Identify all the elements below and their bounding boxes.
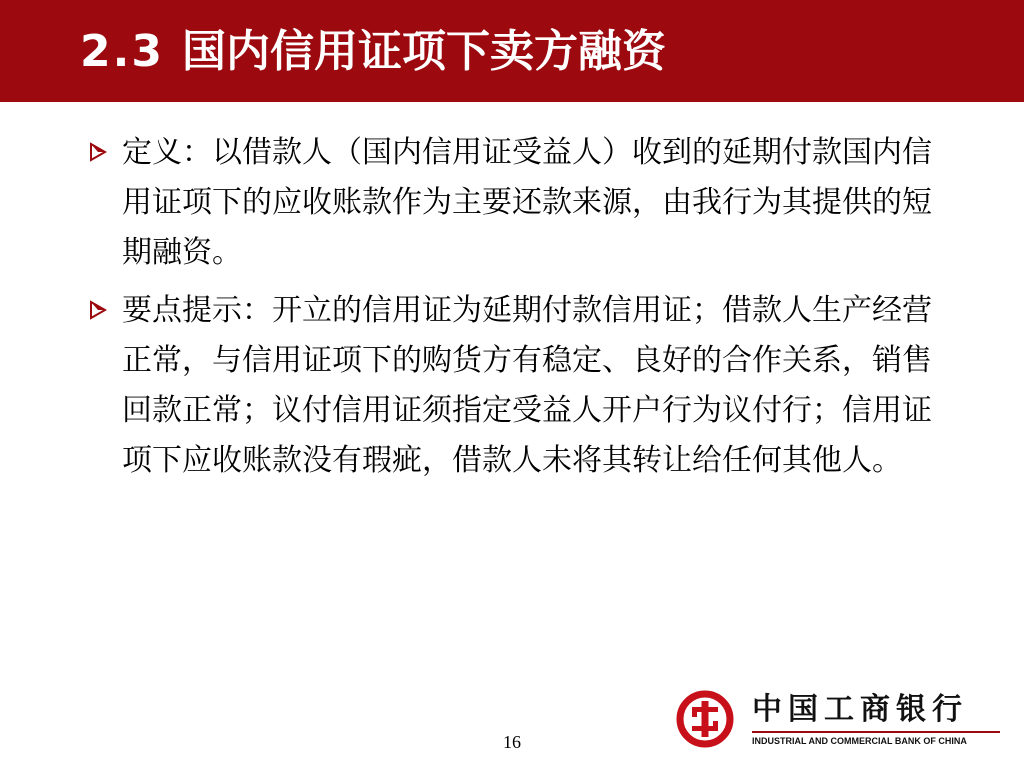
slide-title: [80, 22, 666, 82]
bank-name-en: INDUSTRIAL AND COMMERCIAL BANK OF CHINA: [752, 736, 967, 746]
bank-logo: [676, 688, 1006, 752]
bullet-text: 定义：以借款人（国内信用证受益人）收到的延期付款国内信用证项下的应收账款作为主要还款来源，由我行为其提供的短期融资。: [122, 135, 932, 270]
title-number: 2.3: [80, 26, 164, 77]
logo-divider: [752, 731, 1000, 733]
bullet-item-key-points: [88, 286, 958, 486]
slide-content: [88, 128, 958, 494]
arrow-bullet-icon: [88, 292, 110, 328]
page-number: 16: [503, 732, 521, 752]
bullet-text: 要点提示：开立的信用证为延期付款信用证；借款人生产经营正常，与信用证项下的购货方有稳定、良好的合作关系，销售回款正常；议付信用证须指定受益人开户行为议付行；信用证项下应收账款没有瑕疵，借款人未将其转让给任何其他人。: [122, 293, 932, 478]
title-label: 国内信用证项下卖方融资: [181, 26, 666, 77]
bank-name-cn: 中国工商银行: [752, 692, 968, 727]
icbc-emblem-icon: [676, 690, 734, 748]
bullet-item-definition: [88, 128, 958, 278]
title-bar: [0, 0, 1024, 102]
arrow-bullet-icon: [88, 134, 110, 170]
